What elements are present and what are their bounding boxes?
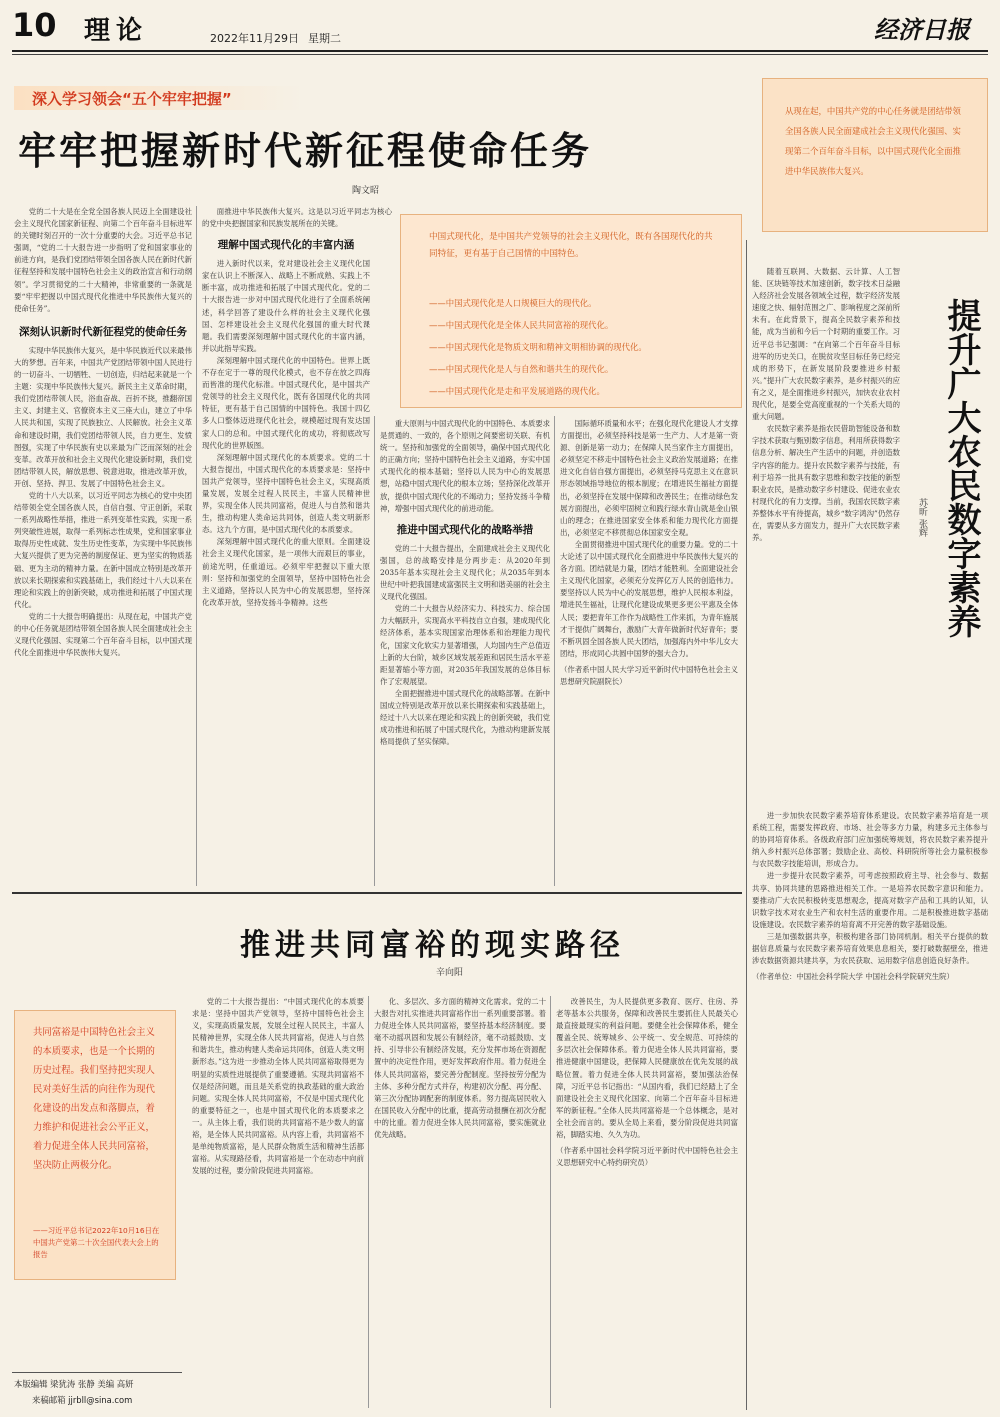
article3-author: 辛向阳 <box>436 968 464 978</box>
article3-quote-source: ——习近平总书记2022年10月16日在中国共产党第二十次全国代表大会上的报告 <box>33 1226 160 1259</box>
article2-title: 提升广大农民数字素养 <box>941 298 981 638</box>
column-divider <box>554 416 555 886</box>
article1-column-4 <box>560 418 738 886</box>
kicker-banner <box>14 86 304 110</box>
pullquote-center-item: ——中国式现代化是全体人民共同富裕的现代化。 <box>429 320 614 330</box>
paragraph: 党的二十大报告从经济实力、科技实力、综合国力大幅跃升，实现高水平科技自立自强，建成现代化经济体系，基本实现国家治理体系和治理能力现代化，国家文化软实力显著增强，人均国内生产总值迈上新的大台阶，城乡区域发展差距和居民生活水平差距显著缩小等方面，对2035年我国发展的总体目标作了宏观展望。 <box>380 604 551 686</box>
paragraph: 进一步加快农民数字素养培育体系建设。农民数字素养培育是一项系统工程，需要发挥政府、市场、社会等多方力量，构建多元主体参与的协同培育体系。各级政府部门应加强统筹规划，将农民数字素养提升纳入乡村振兴总体部署；鼓励企业、高校、科研院所等社会力量积极参与农民数字技能培训，形成合力。 <box>752 811 988 869</box>
pullquote-center-item: ——中国式现代化是物质文明和精神文明相协调的现代化。 <box>429 342 647 352</box>
article3-quote-text: 共同富裕是中国特色社会主义的本质要求，也是一个长期的历史过程。我们坚持把实现人民对美好生活的向往作为现代化建设的出发点和落脚点，着力维护和促进社会公平正义，着力促进全体人民共同富裕，坚决防止两极分化。 <box>33 1027 155 1171</box>
paragraph: 党的十八大以来，以习近平同志为核心的党中央团结带领全党全国各族人民，自信自强、守正创新，采取一系列战略性举措，推进一系列变革性实践，实现一系列突破性进展，取得一系列标志性成果，党和国家事业取得历史性成就、发生历史性变革，为实现中华民族伟大复兴提供了更为完善的制度保证、更为坚实的物质基础、更为主动的精神力量。在新中国成立特别是改革开放以来长期探索和实践基础上，我们经过十八大以来在理论和实践上的创新突破，成功推进和拓展了中国式现代化。 <box>14 490 192 609</box>
paragraph: 实现中华民族伟大复兴，是中华民族近代以来最伟大的梦想。百年来，中国共产党团结带领中国人民进行的一切奋斗、一切牺牲、一切创造，归结起来就是一个主题：实现中华民族伟大复兴。新民主主义革命时期，我们党团结带领人民，浴血奋战、百折不挠，推翻帝国主义、封建主义、官僚资本主义三座大山，建立了中华人民共和国，实现了民族独立、人民解放。社会主义革命和建设时期，我们党团结带领人民，自力更生、发愤图强，实现了中华民族有史以来最为广泛而深刻的社会变革。改革开放和社会主义现代化建设新时期，我们党团结带领人民，解放思想、锐意进取，推进改革开放，开创、坚持、捍卫、发展了中国特色社会主义。 <box>14 345 192 488</box>
paragraph: 党的二十大报告提出，全面建成社会主义现代化强国，总的战略安排是分两步走：从2020年到2035年基本实现社会主义现代化；从2035年到本世纪中叶把我国建成富强民主文明和谐美丽的社会主义现代化强国。 <box>380 543 551 602</box>
newspaper-logo: 经济日报 <box>874 15 970 44</box>
paragraph: 深刻理解中国式现代化的重大原则。全面建设社会主义现代化国家，是一项伟大而艰巨的事业，前途光明，任重道远。必须牢牢把握以下重大原则：坚持和加强党的全面领导，坚持中国特色社会主义道路，坚持以人民为中心的发展思想，坚持深化改革开放，坚持发扬斗争精神。这些 <box>202 537 370 607</box>
paragraph: 深刻理解中国式现代化的本质要求。党的二十大报告提出，中国式现代化的本质要求是：坚持中国共产党领导，坚持中国特色社会主义，实现高质量发展，发展全过程人民民主，丰富人民精神世界，实现全体人民共同富裕，促进人与自然和谐共生，推动构建人类命运共同体，创造人类文明新形态。这九个方面，是中国式现代化的本质要求。 <box>202 452 370 535</box>
article3-column-2 <box>374 996 546 1408</box>
article3-quote-box <box>14 1010 176 1280</box>
article1-pullquote-center <box>400 214 742 408</box>
paragraph: 党的二十大报告明确提出：从现在起，中国共产党的中心任务就是团结带领全国各族人民全面建成社会主义现代化强国、实现第二个百年奋斗目标，以中国式现代化全面推进中华民族伟大复兴。 <box>14 611 192 658</box>
masthead-rule-thin <box>12 54 988 55</box>
kicker-text: 深入学习领会“五个牢牢把握” <box>32 90 232 108</box>
pullquote-center-item: ——中国式现代化是人与自然和谐共生的现代化。 <box>429 364 614 374</box>
pullquote-center-lead: 中国式现代化，是中国共产党领导的社会主义现代化，既有各国现代化的共同特征，更有基于自己国情的中国特色。 <box>429 232 713 259</box>
issue-weekday: 星期二 <box>308 32 341 45</box>
credits-editors: 本版编辑 梁犹涛 张静 美编 高妍 <box>14 1379 134 1389</box>
article3-column-3 <box>556 996 738 1408</box>
paragraph: 农民数字素养是指农民借助智能设备和数字技术获取与甄别数字信息，利用所获得数字信息分析、解决生产生活中的问题，并创造数字内容的能力。提升农民数字素养与技能，有利于培养一批具有数字思维和数字技能的新型职业农民，是推动数字乡村建设、促进农业农村现代化的有力支撑。当前，我国农民数字素养整体水平有待提高，城乡“数字鸿沟”仍然存在，需要从多方面发力，提升广大农民数字素养。 <box>752 424 900 543</box>
subhead: 理解中国式现代化的丰富内涵 <box>217 239 355 252</box>
footnote: （作者系中国社会科学院习近平新时代中国特色社会主义思想研究中心特约研究员） <box>556 1146 738 1168</box>
article1-column-2 <box>202 206 392 886</box>
pullquote-right-text: 从现在起，中国共产党的中心任务就是团结带领全国各族人民全面建成社会主义现代化强国、实现第二个百年奋斗目标，以中国式现代化全面推进中华民族伟大复兴。 <box>785 106 961 176</box>
subhead: 推进中国式现代化的战略举措 <box>396 523 534 536</box>
pullquote-center-item: ——中国式现代化是走和平发展道路的现代化。 <box>429 386 605 396</box>
paragraph: 面推进中华民族伟大复兴。这是以习近平同志为核心的党中央把握国家和民族发展所在的关键。 <box>202 207 392 229</box>
article2-body-bottom <box>752 810 988 1408</box>
column-divider <box>550 996 551 1408</box>
column-divider <box>196 206 197 886</box>
paragraph: 全面把握推进中国式现代化的战略部署。在新中国成立特别是改革开放以来长期探索和实践基础上，经过十八大以来在理论和实践上的创新突破，我们党成功推进和拓展了中国式现代化，为推动构建新发展格局提供了坚实保障。 <box>380 688 551 747</box>
article1-pullquote-right <box>762 78 988 232</box>
article2-author: 苏昕 张辉 <box>917 498 927 537</box>
column-divider <box>368 996 369 1408</box>
article1-title: 牢牢把握新时代新征程使命任务 <box>18 129 593 173</box>
paragraph: 化、多层次、多方面的精神文化需求。党的二十大报告对扎实推进共同富裕作出一系列重要部署。着力促进全体人民共同富裕，要坚持基本经济制度。要毫不动摇巩固和发展公有制经济，毫不动摇鼓励、支持、引导非公有制经济发展，充分发挥市场在资源配置中的决定性作用，更好发挥政府作用。着力促进全体人民共同富裕，要完善分配制度。坚持按劳分配为主体、多种分配方式并存，构建初次分配、再分配、第三次分配协调配套的制度体系。努力提高居民收入在国民收入分配中的比重，提高劳动报酬在初次分配中的比重。着力促进全体人民共同富裕，要实施就业优先战略。 <box>374 997 546 1140</box>
paragraph: 国际循环质量和水平；在强化现代化建设人才支撑方面提出，必须坚持科技是第一生产力、人才是第一资源、创新是第一动力；在保障人民当家作主方面提出，必须坚定不移走中国特色社会主义政治发展道路；在推进文化自信自强方面提出，必须坚持马克思主义在意识形态领域指导地位的根本制度；在增进民生福祉方面提出，必须坚持在发展中保障和改善民生；在推动绿色发展方面提出，必须牢固树立和践行绿水青山就是金山银山的理念；在推进国家安全体系和能力现代化方面提出，必须坚定不移贯彻总体国家安全观。 <box>560 419 738 537</box>
page-divider <box>746 240 747 1410</box>
credits-email: 来稿邮箱 jjrbll@sina.com <box>32 1395 133 1405</box>
paragraph: 随着互联网、大数据、云计算、人工智能、区块链等技术加速创新，数字技术日益融入经济社会发展各领域全过程，数字经济发展速度之快、辐射范围之广、影响程度之深前所未有。在此背景下，提高全民数字素养和技能，成为当前和今后一个时期的重要工作。习近平总书记强调：“在向第二个百年奋斗目标进军的历史关口，在脱贫攻坚目标任务已经完成的形势下，在新发展阶段要推进乡村振兴。”提升广大农民数字素养，是乡村振兴的应有之义，是全面推进乡村振兴，加快农业农村现代化，是要全党高度重视的一个关系大局的重大问题。 <box>752 267 900 422</box>
paragraph: 深刻理解中国式现代化的中国特色。世界上既不存在定于一尊的现代化模式，也不存在放之四海而皆准的现代化标准。中国式现代化，是中国共产党领导的社会主义现代化，既有各国现代化的共同特征，更有基于自己国情的中国特色。我国十四亿多人口整体迈进现代化社会，规模超过现有发达国家人口的总和。中国式现代化的成功，将彻底改写现代化的世界版图。 <box>202 355 370 450</box>
pullquote-center-item: ——中国式现代化是人口规模巨大的现代化。 <box>429 298 597 308</box>
section-divider <box>12 892 742 894</box>
credits-rule <box>12 1372 182 1373</box>
paragraph: 党的二十大报告提出：“中国式现代化的本质要求是：坚持中国共产党领导，坚持中国特色社会主义，实现高质量发展，发展全过程人民民主，丰富人民精神世界，实现全体人民共同富裕，促进人与自然和谐共生，推动构建人类命运共同体，创造人类文明新形态。”这为进一步推动全体人民共同富裕取得更为明显的实质性进展提供了重要遵循。实现共同富裕不仅是经济问题，而且是关系党的执政基础的重大政治问题。实现全体人民共同富裕，不仅是中国式现代化的重要特征之一，也是中国式现代化的本质要求之一。从主体上看，我们说的共同富裕不是少数人的富裕，是全体人民共同富裕。从内容上看，共同富裕不是单纯物质富裕，是人民群众物质生活和精神生活都富裕。从实现路径看，共同富裕是一个在动态中向前发展的过程，要分阶段促进共同富裕。 <box>192 997 364 1176</box>
paragraph: 重大原则与中国式现代化的中国特色、本质要求是贯通的、一致的，各个原则之间要密切关联、有机统一。坚持和加强党的全面领导，确保中国式现代化的正确方向；坚持中国特色社会主义道路，夯实中国式现代化的根本基础；坚持以人民为中心的发展思想，站稳中国式现代化的根本立场；坚持深化改革开放，提供中国式现代化的不竭动力；坚持发扬斗争精神，增强中国式现代化的前进动能。 <box>380 419 551 513</box>
masthead-rule <box>12 50 988 52</box>
paragraph: 党的二十大是在全党全国各族人民迈上全面建设社会主义现代化国家新征程、向第二个百年奋斗目标进军的关键时刻召开的一次十分重要的大会。习近平总书记强调，“党的二十大报告进一步指明了党和国家事业的前进方向，是我们党团结带领全国各族人民在新时代新征程坚持和发展中国特色社会主义的政治宣言和行动纲领”。学习贯彻党的二十大精神，非常重要的一条就是要“牢牢把握以中国式现代化推进中华民族伟大复兴的使命任务”。 <box>14 207 192 313</box>
article3-title: 推进共同富裕的现实路径 <box>240 928 625 963</box>
paragraph: 进一步提升农民数字素养，可考虑按照政府主导、社会参与、数据共享、协同共建的思路推进相关工作。一是培养农民数字意识和能力。要推动广大农民积极转变思想观念，提高对数字产品和工具的认知，认识数字技术对农业生产和农村生活的重要作用。二是积极推进数字基础设施建设。农民数字素养的培育离不开完善的数字基础设施。 <box>752 871 988 929</box>
column-divider <box>374 416 375 886</box>
article1-author: 陶文昭 <box>352 186 380 196</box>
paragraph: 全面贯彻推进中国式现代化的重要力量。党的二十大论述了以中国式现代化全面推进中华民族伟大复兴的各方面。团结就是力量，团结才能胜利。全面建设社会主义现代化国家，必须充分发挥亿万人民的创造伟力。要坚持以人民为中心的发展思想，维护人民根本利益，增进民生福祉，让现代化建设成果更多更公平惠及全体人民；要把青年工作作为战略性工作来抓，为青年施展才干提供广阔舞台，激励广大青年做新时代好青年；要不断巩固全国各族人民大团结，加强海内外中华儿女大团结，形成同心共圆中国梦的强大合力。 <box>560 539 738 658</box>
issue-date: 2022年11月29日 <box>210 32 299 45</box>
article1-column-3 <box>380 418 550 886</box>
article2-body-top <box>752 266 900 806</box>
paragraph: 三是加强数据共享，积极构建各部门协同机制。相关平台提供的数据信息质量与农民数字素养培育效果息息相关，要打破数据壁垒，推进涉农数据资源共建共享，为农民获取、运用数字信息创造良好条件。 <box>752 931 988 966</box>
article3-column-1 <box>192 996 364 1408</box>
footnote: （作者单位：中国社会科学院大学 中国社会科学院研究生院） <box>752 972 954 982</box>
footnote: （作者系中国人民大学习近平新时代中国特色社会主义思想研究院副院长） <box>560 664 738 686</box>
subhead: 深刻认识新时代新征程党的使命任务 <box>19 325 187 338</box>
masthead <box>12 8 988 48</box>
paragraph: 改善民生，为人民提供更多教育、医疗、住房、养老等基本公共服务，保障和改善民生要抓住人民最关心最直接最现实的利益问题。要健全社会保障体系，健全覆盖全民、统筹城乡、公平统一、安全规范、可持续的多层次社会保障体系。着力促进全体人民共同富裕，要推进健康中国建设，把保障人民健康放在优先发展的战略位置。着力促进全体人民共同富裕，要加强法治保障，习近平总书记指出：“从国内看，我们已经踏上了全面建设社会主义现代化国家、向第二个百年奋斗目标进军的新征程。”全体人民共同富裕是一个总体概念，是对全社会而言的。要从全局上来看，要分阶段促进共同富裕，脚踏实地、久久为功。 <box>556 997 738 1140</box>
page-number: 10 <box>12 6 57 44</box>
article1-column-1 <box>14 206 192 886</box>
paragraph: 进入新时代以来，党对建设社会主义现代化国家在认识上不断深入、战略上不断成熟、实践上不断丰富，成功推进和拓展了中国式现代化。党的二十大报告进一步对中国式现代化进行了全面系统阐述，科学回答了建设什么样的社会主义现代化强国、怎样建设社会主义现代化强国的重大时代课题。我们需要深刻理解中国式现代化的丰富内涵，并以此指导实践。 <box>202 259 370 353</box>
section-name: 理论 <box>84 16 149 46</box>
